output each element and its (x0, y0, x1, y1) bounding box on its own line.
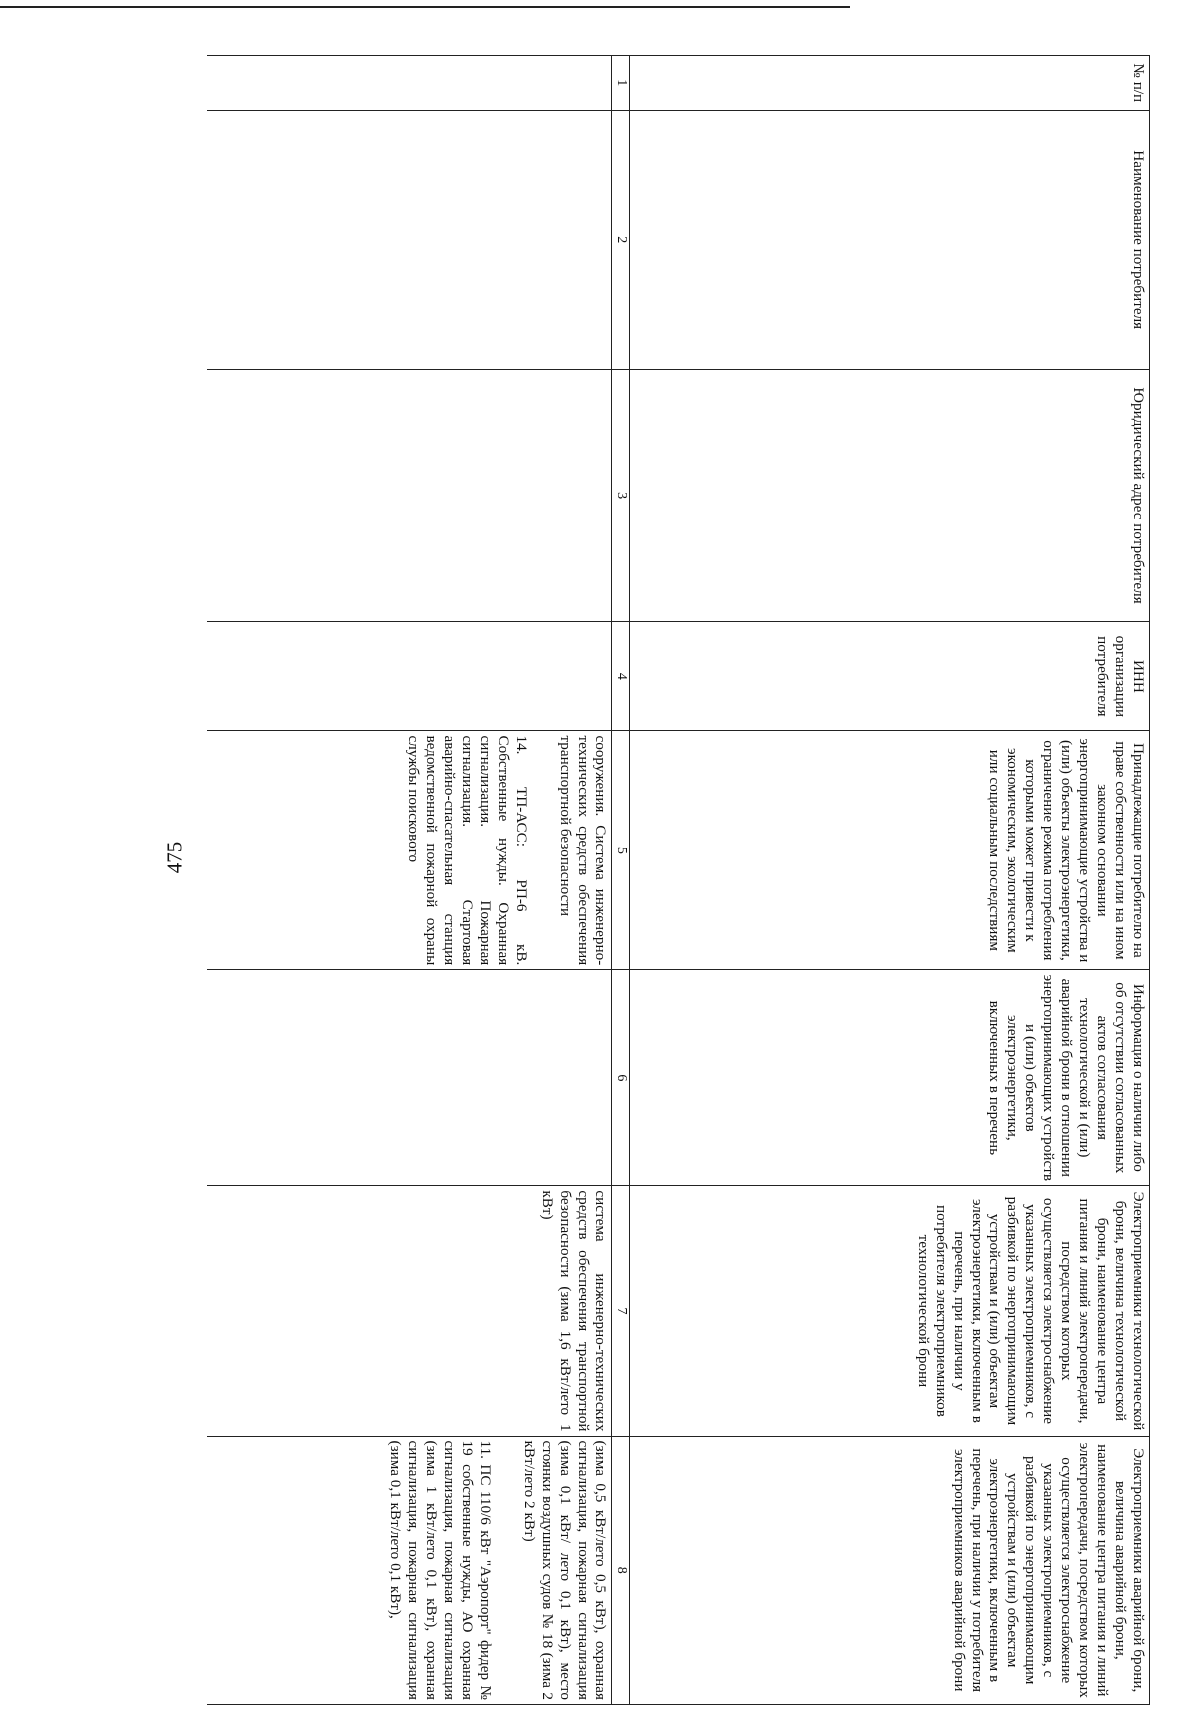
column-number: 3 (612, 369, 630, 621)
cell-inn (207, 622, 612, 731)
page-number: 475 (162, 841, 187, 874)
column-number: 6 (612, 970, 630, 1186)
cell-technological-reserve: система инженерно-технических средств обеспечения транспортной безопасности (зима 1,6 кВт/лето 1 кВт) (207, 1186, 612, 1436)
cell-devices (207, 731, 612, 970)
column-number: 4 (612, 622, 630, 731)
header-emergency-reserve: Электроприемники аварийной брони, величина аварийной брони, наименование центра питания и линий электропередачи, посредством которых осуществляется электроснабжение указанных электроприемников, с разбивкой по энергопринимающим устройствам и (или) объектам электроэнергетики, включенным в перечень, при наличии у потребителя электроприемников аварийной брони (630, 1436, 1150, 1704)
header-devices: Принадлежащие потребителю на праве собственности или на ином законном основании энергопринимающие устройства и (или) объекты электроэнергетики, ограничение режима потребления которыми может привести к экономическим, экологическим или социальным последствиям (630, 731, 1150, 970)
column-number: 7 (612, 1186, 630, 1436)
column-number: 2 (612, 110, 630, 369)
header-legal-address: Юридический адрес потребителя (630, 369, 1150, 621)
header-technological-reserve: Электроприемники технологической брони, величина технологической брони, наименование центра питания и линий электропередачи, посредством которых осуществляется электроснабжение указанных электроприемников, с разбивкой по энергопринимающим устройствам и (или) объектам электроэнергетики, включенным в перечень, при наличии у потребителя электроприемников технологической брони (630, 1186, 1150, 1436)
column-number: 8 (612, 1436, 630, 1704)
emergency-text-part-1: (зима 0,5 кВт/лето 0,5 кВт), охранная сигнализация, пожарная сигнализация (зима 0,1 кВт/ лето 0,1 кВт), место стоянки воздушных судов № 18 (зима 2 кВт/лето 2 кВт) (520, 1440, 610, 1700)
column-number-row (612, 56, 630, 1705)
header-row (630, 56, 1150, 1705)
column-number: 1 (612, 56, 630, 111)
cell-number (207, 56, 612, 111)
cell-consumer-name (207, 110, 612, 369)
column-number: 5 (612, 731, 630, 970)
rotated-table-page (170, 55, 1150, 1705)
devices-text-part-2: 14. ТП-АСС: РП-6 кВ. Собственные нужды. Охранная сигнализация. Пожарная сигнализация. Стартовая аварийно-спасательная станция ведомственной пожарной охраны службы поискового (405, 735, 530, 966)
consumer-table (207, 55, 1150, 1705)
emergency-text-part-2: 11. ПС 110/6 кВт "Аэропорт" фидер № 19 собственные нужды, АО охранная сигнализация, пожарная сигнализация (зима 1 кВт/лето 0,1 кВт), охранная сигнализация, пожарная сигнализация (зима 0,1 кВт/лето 0,1 кВт), (387, 1440, 494, 1700)
scan-edge-line (0, 6, 850, 8)
header-reservation-acts: Информация о наличии либо об отсутствии согласованных актов согласования технологической и (или) аварийной брони в отношении энергопринимающих устройств и (или) объектов электроэнергетики, включенных в перечень (630, 970, 1150, 1186)
cell-reservation-acts (207, 970, 612, 1186)
table-row (207, 56, 612, 1705)
cell-legal-address (207, 369, 612, 621)
header-consumer-name: Наименование потребителя (630, 110, 1150, 369)
header-number: № п/п (630, 56, 1150, 111)
cell-emergency-reserve (207, 1436, 612, 1704)
header-inn: ИНН организации потребителя (630, 622, 1150, 731)
devices-text-part-1: сооружения. Система инженерно-технических средств обеспечения транспортной безопасности (556, 735, 610, 966)
